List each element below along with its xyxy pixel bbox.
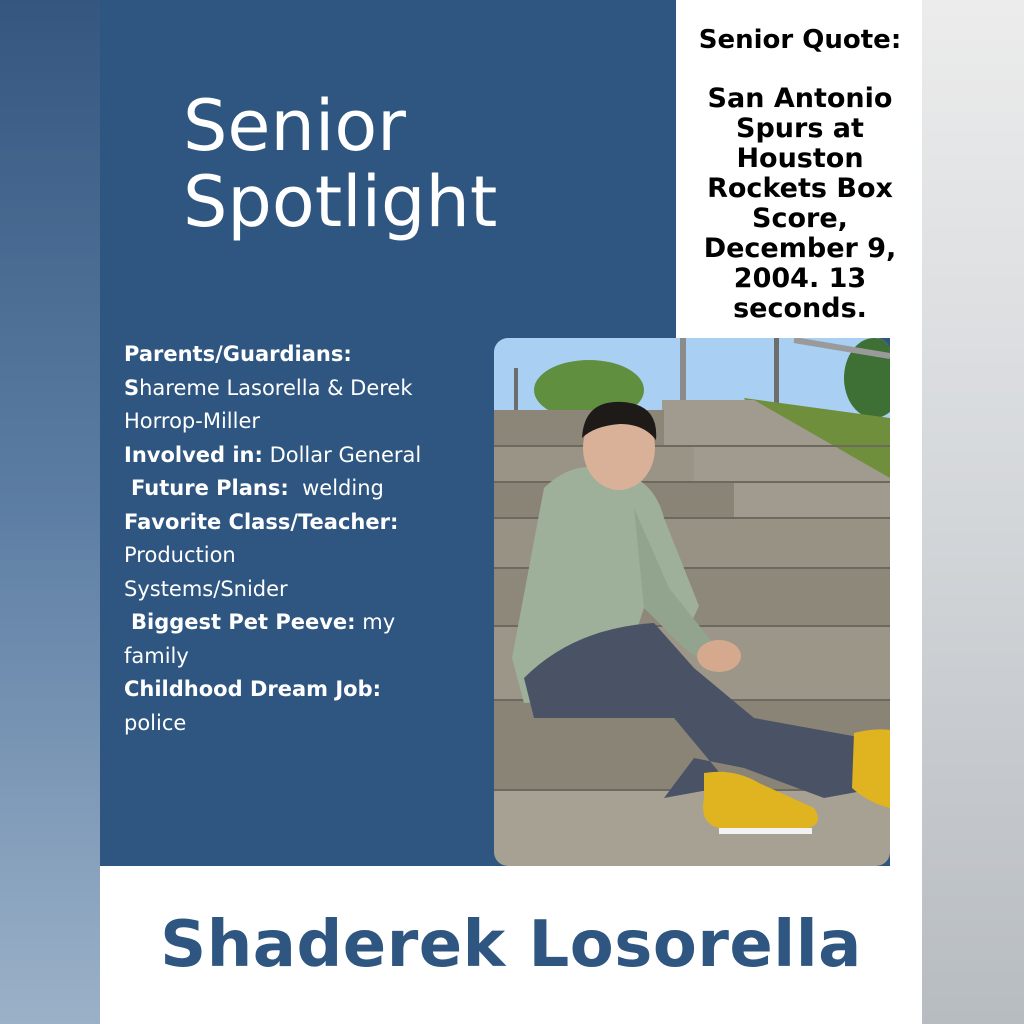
dream-label: Childhood Dream Job: — [124, 677, 382, 701]
photo-illustration — [494, 338, 890, 866]
peeve-line — [124, 606, 464, 640]
dream-line — [124, 673, 464, 707]
class-value-line-1: Production — [124, 543, 236, 567]
student-info — [124, 338, 464, 740]
class-line — [124, 506, 464, 540]
person-hands — [697, 640, 741, 672]
peeve-value-1: my — [355, 610, 396, 634]
title-line-2: Spotlight — [183, 161, 498, 243]
student-name: Shaderek Losorella — [160, 908, 862, 982]
left-background-strip — [0, 0, 100, 1024]
parents-value-line-1 — [124, 372, 464, 406]
parents-label-line — [124, 338, 464, 372]
class-value-line-2: Systems/Snider — [124, 576, 288, 601]
student-photo — [494, 338, 890, 866]
peeve-value-line-2: family — [124, 643, 189, 668]
page-title — [183, 85, 653, 243]
future-value: welding — [288, 476, 384, 500]
right-background-strip — [922, 0, 1024, 1024]
involved-label: Involved in: — [124, 442, 263, 467]
future-line — [124, 472, 464, 506]
involved-line — [124, 439, 464, 473]
photo-pole-2 — [680, 338, 686, 408]
quote-heading: Senior Quote: — [698, 25, 902, 55]
parents-label: Parents/Guardians: — [124, 342, 352, 366]
class-label: Favorite Class/Teacher: — [124, 509, 399, 534]
future-label: Future Plans: — [131, 476, 289, 500]
parents-first-letter: S — [124, 375, 140, 400]
title-line-1: Senior — [183, 85, 406, 167]
step-8 — [494, 790, 890, 866]
parents-value-line-2: Horrop-Miller — [124, 409, 261, 433]
dream-value-line: police — [124, 710, 187, 735]
peeve-label: Biggest Pet Peeve: — [131, 610, 356, 634]
parents-value-1: hareme Lasorella & Derek — [139, 375, 413, 400]
person-shoe-left-sole — [719, 828, 812, 834]
quote-text: San Antonio Spurs at Houston Rockets Box Score, December 9, 2004. 13 seconds. — [703, 83, 897, 324]
involved-value: Dollar General — [262, 442, 422, 467]
